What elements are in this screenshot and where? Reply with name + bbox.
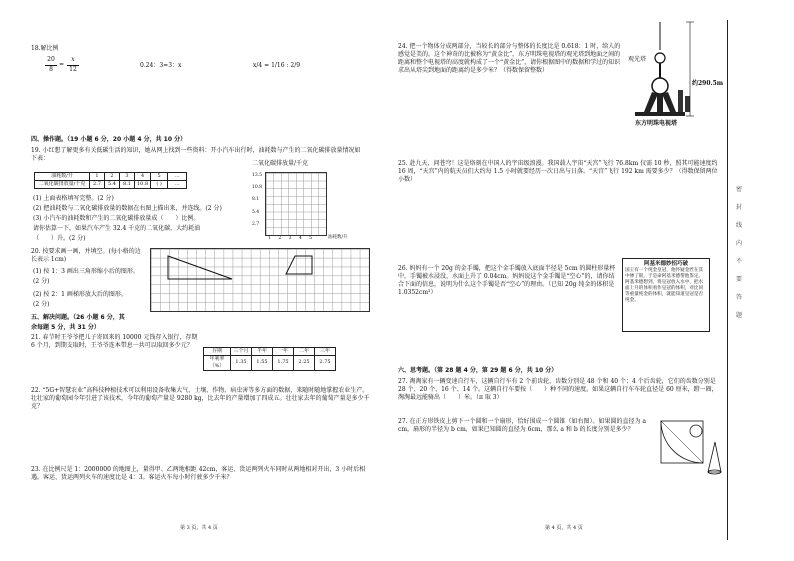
q20-text: 20. 按要求画一画，并填空。(每小格的边长表示 1cm) (31, 248, 141, 264)
q19-chart-y-ticks: 13.5 10.8 8.1 5.4 2.7 (252, 173, 263, 227)
q19-table (34, 172, 187, 189)
q19-text: 19. 小红想了解更多有关低碳生活的知识，她从网上找到一些资料：开小汽车出行时，油耗数与产生的二氧化碳排放量情况如下表： (31, 147, 361, 163)
note-title: 阿基米德妙招巧破 (643, 261, 688, 267)
table-row: 二氧化碳排放量/千克 2.7 5.4 8.1 10.8 ( ) … (35, 181, 187, 189)
fraction-denominator: 12 (69, 66, 77, 73)
section-5-title-2: 余每题 5 分，共 31 分） (31, 324, 100, 331)
fraction-numerator: x (71, 56, 75, 63)
q18-equation-1: 20 8 = x 12 (45, 56, 85, 80)
q19-chart-ylabel: 二氧化碳排放量/千克 (252, 160, 309, 167)
archimedes-note-box (622, 258, 710, 332)
q26-text: 26. 妈妈有一个 20g 的金手镯，把这个金手镯放入底面半径是 5cm 的圆柱形量杯中，手镯被水浸没，水面上升了 0.04cm。妈妈说这个金手镯是“空心”的，请你结合下面的信息，说明为什么这个手镯是否“空心”的理由。（已知 20g 纯金的体积是 1.0352cm³） (398, 265, 616, 297)
tower-height: 约290.5m (692, 80, 724, 87)
triangle-shape (168, 256, 232, 279)
q20-shapes (150, 248, 368, 310)
section-4-title: 四、操作题。（19 小题 6 分，20 小题 4 分，共 10 分） (31, 136, 187, 143)
q19-chart-xlabel: 油耗数/升 (328, 235, 348, 240)
tower-illustration (630, 20, 725, 120)
q20-sub-1: (1) 按 1：3 画出三角形缩小后的图形。 (33, 268, 139, 275)
fraction-numerator: 20 (47, 56, 55, 63)
q22-text: 22. “5G+智慧农业”高科技种植技术可以利用设备收集大气、土壤、作物、病虫害等多方面的数据，来随时随地掌握农业生产。壮壮家的葡萄园今年引进了该技术，今年的葡萄产量是 9280 kg，比去年的产量增加了四成五。壮壮家去年的葡萄产量是多少千克？ (31, 387, 370, 411)
q19-sub-1: (1) 上面表格填写完整。(2 分) (33, 195, 114, 202)
q19-sub-3: (3) 小汽车的油耗数和产生的二氧化碳排放量成（ ）比例。 (33, 215, 200, 222)
q23-text: 23. 在比例尺是 1：2000000 的地图上，量得甲、乙两地相距 42cm，客运、货运两列火车同时从两地相对开出，3 小时后相遇。客运、货运两列火车的速度比是 4：3。客运火车每小时行驶多少千米？ (31, 466, 366, 482)
section-6-title: 六、思考题。（第 28 题 4 分，第 29 题 6 分，共 10 分） (398, 367, 558, 374)
table-row: 油耗数/升 1 2 3 4 5 … (35, 173, 187, 181)
q21-text: 21. 春节时王爷爷把儿子寄回来的 10000 元钱存入银行，存期 6 个月，到期支取时，王爷爷连本带息一共可以取回多少元？ (31, 334, 198, 350)
tower-figure (630, 20, 725, 130)
q19-sub-2: (2) 把油耗数与二氧化碳排放量的数据在右图上描出来，并连线。(2 分) (33, 205, 222, 212)
q25-text: 25. 赴九天，问苍穹！这是烙刻在中国人的宇宙级浪漫。我国载人宇宙“天宫”飞行 76.8km 仅需 10 秒，照其可能速度约 16 周，“天宫”内的航天员们大约每 1.5 小时就要经历一次日出与日落。“天宫”飞行 192 km 需要多少？（得数保留两位小数） (398, 160, 718, 184)
q19-chart-grid (265, 172, 327, 236)
q18-title: 18.解比例 (31, 45, 59, 52)
tower-label-top: 观光塔 (628, 56, 647, 63)
square-cone-figure (660, 420, 722, 482)
fraction-denominator: 8 (49, 66, 53, 73)
section-5-title: 五、解决问题。（26 小题 6 分，其 (31, 314, 125, 321)
tower-caption: 东方明珠电视塔 (635, 120, 678, 127)
q19-sub-5: （ ）升。(2 分) (33, 235, 86, 242)
q21-interest-table (203, 347, 336, 371)
q27-text: 27. 淘淘家有一辆变速自行车，这辆自行车有 2 个前齿轮，齿数分别是 48 个和 40 个；4 个后齿轮，它们的齿数分别是 28 个、20 个、16 个、14 个。这辆自行车要按（ ）种不同的速度。如果这辆自行车车轮直径是 60 厘米，蹬一圈，淘淘最远能骑出（ ）米。（π 取 3） (398, 378, 718, 402)
q20-sub-2b: (2 分) (33, 301, 50, 308)
q19-sub-4: 请你估算一下，如果汽车产生 32.4 千克的二氧化碳，大约耗油 (33, 225, 201, 232)
page-footer-right: 第 4 页，共 4 页 (545, 525, 583, 531)
q20-sub-2: (2) 按 2：1 画梯形放大后的图形。 (33, 291, 127, 298)
page-footer-left: 第 3 页，共 4 页 (180, 525, 218, 531)
q20-sub-1b: (2 分) (33, 278, 50, 285)
q24-text: 24. 把一个物体分成两部分，当较长的部分与整体的长度比是 0.618：1 时，给人的感觉是美的。这个神奇的比被称为“黄金比”，东方明珠电视塔的观光塔到地面之间的距离和整个电视塔的高度就构成了一个“黄金比”，请你根据图中的数据和学过的知识求出从塔尖到地面的距离约是多少米？（得数保留整数） (398, 43, 621, 75)
table-row: 年利率（%） 1.35 1.55 1.75 2.25 2.75 (204, 356, 336, 371)
binding-line (727, 20, 728, 540)
q19-chart-x-ticks: 1 2 3 4 5 (268, 236, 313, 241)
note-body: 国王有一个纯金皇冠，他怀疑金匠在其中掺了银，于是命阿基米德帮他鉴定。阿基米德想到，将皇冠放入水中，把水面上升的体积看作皇冠的体积，对比同等重量纯金的体积，就能知道皇冠是否纯金。 (625, 268, 704, 304)
q28-text: 27. 在正方形铁皮上剪下一个圆和一个扇形，恰好围成一个圆锥（如右图）。如果圆的直径为 a cm，扇形的半径为 b cm，如果已知圆的直径为 6cm，那么 a 和 b 的长度分别是多少？ (398, 418, 646, 434)
q18-equation-3: x/4 = 1/16 : 2/9 (253, 62, 301, 69)
trapezoid-shape (286, 256, 312, 274)
table-row: 存期 三个月 半年 一年 二年 三年 (204, 348, 336, 356)
q18-equation-2: 0.24：3=3：x (140, 62, 182, 69)
